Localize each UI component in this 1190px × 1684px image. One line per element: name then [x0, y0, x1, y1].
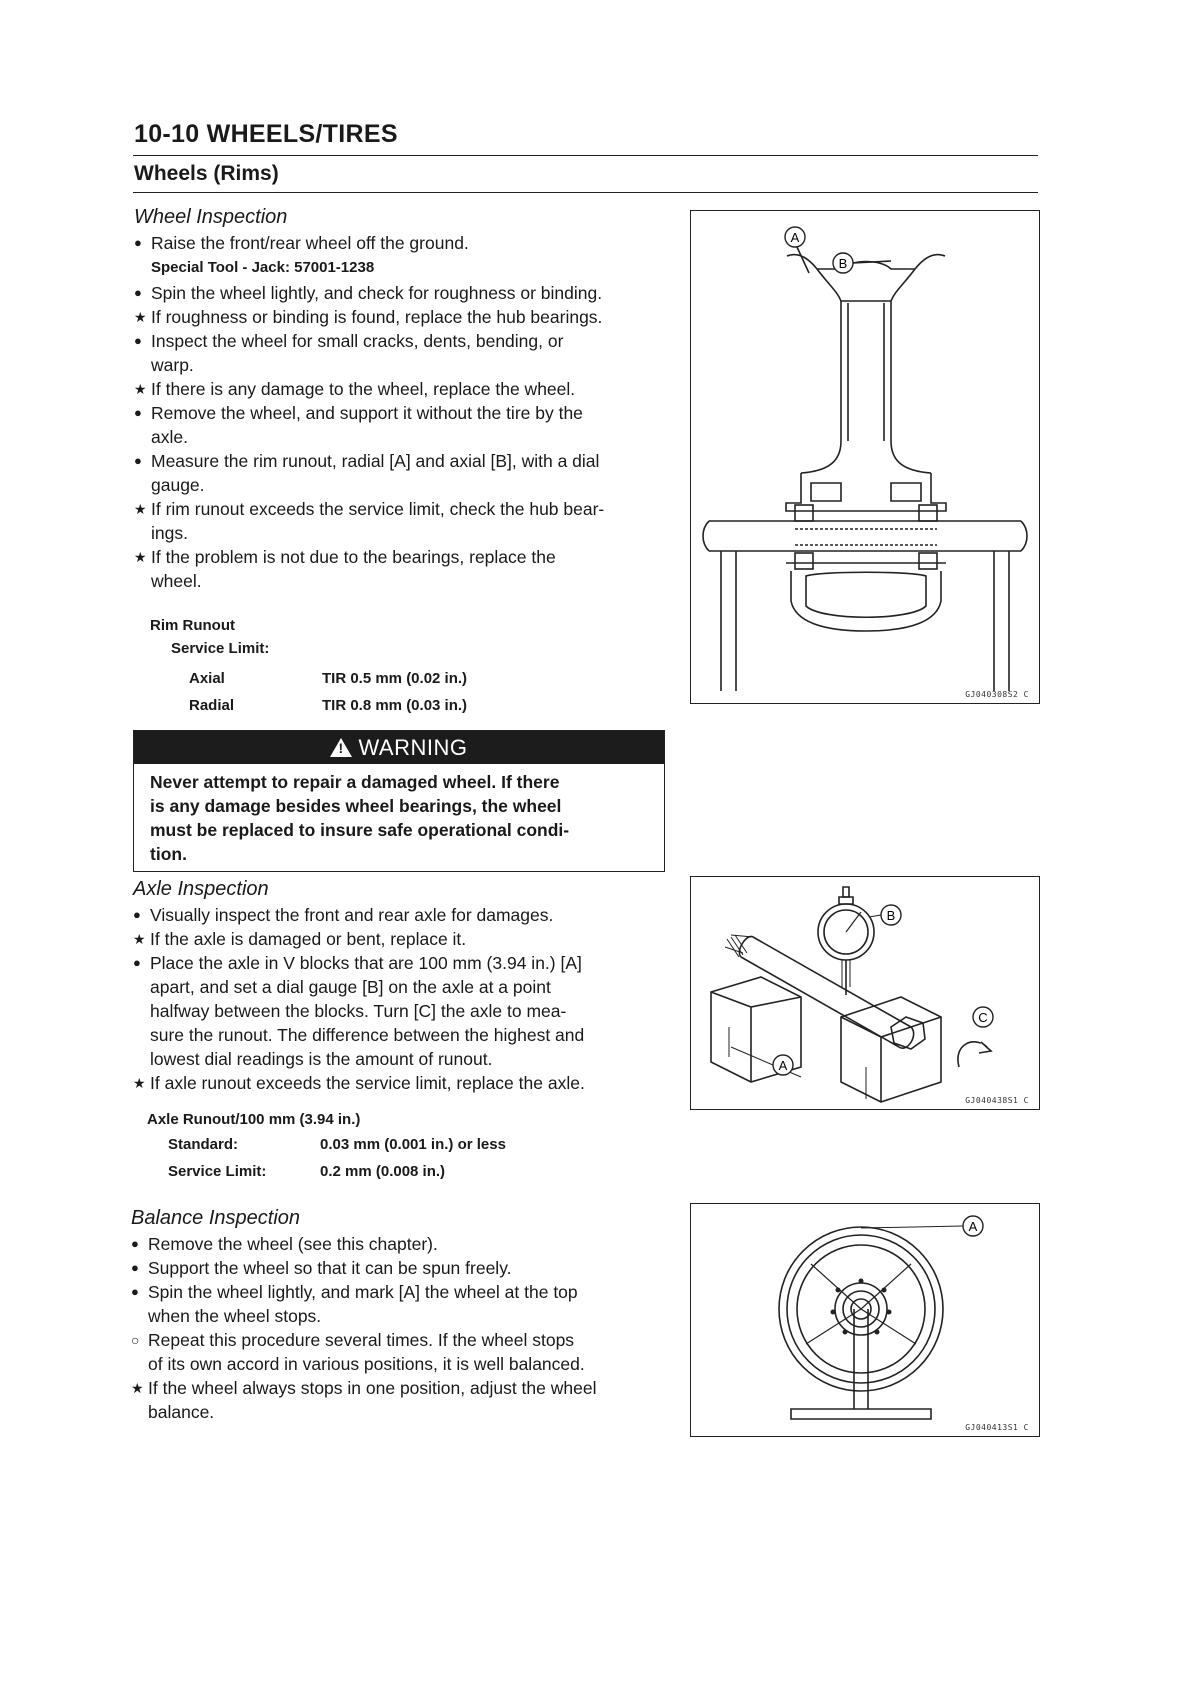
- bullet-icon: ●: [134, 235, 142, 250]
- special-tool: Special Tool - Jack: 57001-1238: [151, 259, 375, 276]
- step-measure: ● Measure the rim runout, radial [A] and axial [B], with a dial: [134, 451, 600, 471]
- callout-b: B: [838, 256, 848, 271]
- axle-inspection-section: [133, 878, 663, 1095]
- callout-a: A: [790, 230, 800, 245]
- step-remove-cont: axle.: [151, 427, 188, 447]
- callout-a: A: [968, 1219, 978, 1234]
- note-exceeds: ★ If rim runout exceeds the service limit, check the hub bear-: [134, 499, 605, 519]
- step-visually: ● Visually inspect the front and rear axle for damages.: [133, 905, 554, 925]
- step-spin: ● Spin the wheel lightly, and check for roughness or binding.: [134, 283, 603, 303]
- section-title: Wheels (Rims): [134, 162, 279, 185]
- step-inspect: ● Inspect the wheel for small cracks, dents, bending, or: [134, 331, 564, 351]
- spec-limit-label: Service Limit:: [168, 1163, 267, 1180]
- axle-runout-heading: Axle Runout/100 mm (3.94 in.): [147, 1111, 361, 1128]
- star-icon: ★: [134, 381, 147, 397]
- wheel-inspection-section: [134, 206, 664, 593]
- spec-standard-value: 0.03 mm (0.001 in.) or less: [320, 1136, 506, 1153]
- note-exceeds-cont: ings.: [151, 523, 188, 543]
- wheel-inspection-title: Wheel Inspection: [134, 206, 288, 228]
- note-repeat-cont: of its own accord in various positions, it is well balanced.: [148, 1354, 585, 1374]
- bullet-icon: ●: [131, 1284, 139, 1299]
- step-remove: ● Remove the wheel, and support it without the tire by the: [134, 403, 583, 423]
- callout-c: C: [978, 1010, 988, 1025]
- step-spin-mark: ● Spin the wheel lightly, and mark [A] the wheel at the top: [131, 1282, 578, 1302]
- spec-radial-label: Radial: [189, 697, 235, 714]
- step-remove-wheel: ● Remove the wheel (see this chapter).: [131, 1234, 438, 1254]
- step-measure-cont: gauge.: [151, 475, 205, 495]
- callout-b: B: [886, 908, 896, 923]
- note-damage: ★ If there is any damage to the wheel, replace the wheel.: [134, 379, 576, 399]
- section-rule: [133, 192, 1038, 193]
- bullet-icon: ●: [133, 955, 141, 970]
- spec-axial-value: TIR 0.5 mm (0.02 in.): [322, 670, 468, 687]
- note-repeat: ○ Repeat this procedure several times. If the wheel stops: [131, 1330, 575, 1350]
- rim-service-limit-label: Service Limit:: [171, 640, 270, 657]
- balance-inspection-title: Balance Inspection: [131, 1207, 301, 1229]
- step-place: ● Place the axle in V blocks that are 100 mm (3.94 in.) [A]: [133, 953, 582, 973]
- circle-bullet-icon: ○: [131, 1332, 140, 1348]
- step-spin-mark-cont: when the wheel stops.: [148, 1306, 322, 1326]
- figure-code: GJ040308S2 C: [965, 690, 1029, 699]
- spec-axial-label: Axial: [189, 670, 225, 687]
- balance-inspection-section: [131, 1207, 661, 1424]
- note-always-cont: balance.: [148, 1402, 215, 1422]
- spec-radial-value: TIR 0.8 mm (0.03 in.): [322, 697, 468, 714]
- step-place-cont: sure the runout. The difference between the highest and: [150, 1025, 585, 1045]
- bullet-icon: ●: [131, 1236, 139, 1251]
- step-place-cont: halfway between the blocks. Turn [C] the axle to mea-: [150, 1001, 567, 1021]
- star-icon: ★: [134, 549, 147, 565]
- star-icon: ★: [133, 931, 146, 947]
- header-rule: [133, 155, 1038, 156]
- warning-box: [133, 730, 665, 872]
- star-icon: ★: [134, 501, 147, 517]
- warning-triangle-icon: [330, 738, 352, 757]
- figure-code: GJ040438S1 C: [965, 1096, 1029, 1105]
- spec-standard-label: Standard:: [168, 1136, 239, 1153]
- bullet-icon: ●: [131, 1260, 139, 1275]
- note-axle-exceeds: ★ If axle runout exceeds the service limit, replace the axle.: [133, 1073, 585, 1093]
- warning-label: WARNING: [358, 735, 468, 760]
- step-raise: ● Raise the front/rear wheel off the ground.: [134, 233, 469, 253]
- note-always: ★ If the wheel always stops in one position, adjust the wheel: [131, 1378, 597, 1398]
- bullet-icon: ●: [134, 405, 142, 420]
- note-problem: ★ If the problem is not due to the bearings, replace the: [134, 547, 556, 567]
- warning-header: [134, 731, 664, 764]
- bullet-icon: ●: [133, 907, 141, 922]
- note-bent: ★ If the axle is damaged or bent, replace it.: [133, 929, 467, 949]
- axle-v-block-drawing: [691, 877, 1039, 1109]
- step-support: ● Support the wheel so that it can be spun freely.: [131, 1258, 512, 1278]
- axle-runout-figure: [690, 876, 1040, 1110]
- bullet-icon: ●: [134, 285, 142, 300]
- rim-cross-section-drawing: [691, 211, 1039, 703]
- note-problem-cont: wheel.: [151, 571, 202, 591]
- axle-inspection-title: Axle Inspection: [133, 878, 269, 900]
- figure-code: GJ040413S1 C: [965, 1423, 1029, 1432]
- bullet-icon: ●: [134, 453, 142, 468]
- spec-limit-value: 0.2 mm (0.008 in.): [320, 1163, 446, 1180]
- callout-a: A: [778, 1058, 788, 1073]
- star-icon: ★: [134, 309, 147, 325]
- star-icon: ★: [133, 1075, 146, 1091]
- note-roughness: ★ If roughness or binding is found, replace the hub bearings.: [134, 307, 603, 327]
- step-place-cont: apart, and set a dial gauge [B] on the axle at a point: [150, 977, 551, 997]
- rim-runout-figure: [690, 210, 1040, 704]
- rim-runout-heading: Rim Runout: [150, 617, 235, 634]
- bullet-icon: ●: [134, 333, 142, 348]
- star-icon: ★: [131, 1380, 144, 1396]
- balance-figure: [690, 1203, 1040, 1437]
- wheel-balance-drawing: [691, 1204, 1039, 1436]
- warning-text: Never attempt to repair a damaged wheel. If there is any damage besides wheel bearings, the wheel must be replaced to insure safe operational condi- tion.: [150, 772, 570, 864]
- step-inspect-cont: warp.: [151, 355, 194, 375]
- step-place-cont: lowest dial readings is the amount of runout.: [150, 1049, 493, 1069]
- page-title: 10-10 WHEELS/TIRES: [134, 120, 398, 148]
